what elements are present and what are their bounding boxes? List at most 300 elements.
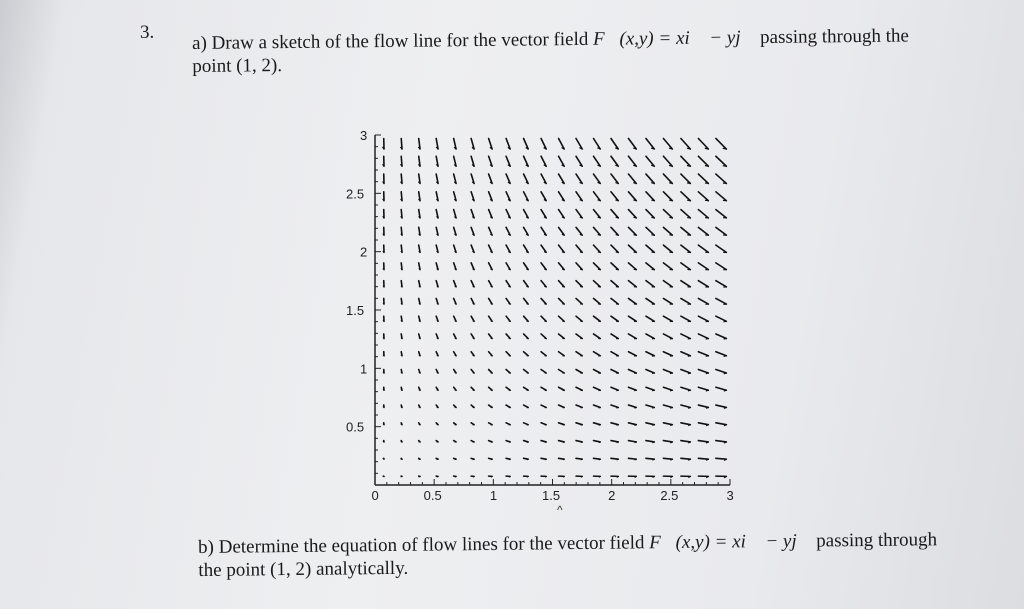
field-arrow-head xyxy=(491,476,492,477)
field-arrow xyxy=(698,192,708,201)
field-arrow-head xyxy=(580,252,582,253)
field-arrow xyxy=(646,405,654,407)
field-arrow-head xyxy=(651,183,654,184)
field-arrow xyxy=(628,263,636,270)
field-arrow-head xyxy=(617,442,619,443)
field-arrow xyxy=(628,352,636,356)
field-arrow xyxy=(646,441,654,442)
field-arrow-head xyxy=(437,320,438,321)
field-arrow xyxy=(646,192,654,201)
field-arrow-head xyxy=(651,165,654,166)
field-arrow-head xyxy=(599,459,601,460)
field-arrow-head xyxy=(437,338,438,339)
field-arrow xyxy=(559,316,565,321)
field-arrow xyxy=(524,245,529,252)
field-arrow-head xyxy=(634,407,636,408)
field-arrow-head xyxy=(455,476,456,477)
field-arrow-head xyxy=(617,476,619,477)
field-arrow xyxy=(628,281,636,287)
field-arrow xyxy=(646,458,654,459)
field-arrow-head xyxy=(419,286,420,287)
field-arrow-head xyxy=(563,459,564,460)
field-arrow xyxy=(716,227,727,235)
field-arrow-head xyxy=(419,303,420,304)
field-arrow xyxy=(594,298,601,304)
field-arrow xyxy=(611,458,618,459)
field-arrow xyxy=(663,387,672,390)
field-arrow xyxy=(646,245,654,252)
field-arrow-head xyxy=(473,338,474,339)
field-arrow-head xyxy=(401,424,402,425)
field-arrow xyxy=(698,316,708,321)
field-arrow xyxy=(681,156,690,166)
field-arrow xyxy=(489,245,493,252)
field-arrow xyxy=(576,334,582,339)
field-arrow xyxy=(576,138,582,149)
field-arrow xyxy=(698,405,708,407)
field-arrow xyxy=(646,423,654,425)
field-arrow xyxy=(594,369,601,373)
field-arrow xyxy=(594,245,601,252)
field-arrow-head xyxy=(669,200,672,201)
field-arrow xyxy=(611,192,618,201)
field-arrow xyxy=(681,352,690,356)
field-arrow xyxy=(663,405,672,407)
field-arrow-head xyxy=(419,320,420,321)
field-arrow xyxy=(611,281,618,287)
field-arrow-head xyxy=(723,166,727,167)
field-arrow-head xyxy=(401,337,402,338)
field-arrow-head xyxy=(473,269,475,270)
field-arrow xyxy=(594,138,601,149)
field-arrow xyxy=(716,352,727,356)
field-arrow-head xyxy=(401,441,402,442)
field-arrow xyxy=(559,210,565,218)
field-arrow xyxy=(663,227,672,235)
field-arrow-head xyxy=(401,372,402,373)
field-arrow-head xyxy=(706,373,709,374)
field-arrow-head xyxy=(455,269,456,270)
field-arrow xyxy=(663,138,672,149)
field-arrow xyxy=(524,192,529,201)
field-arrow xyxy=(576,192,582,201)
y-tick-label: 3 xyxy=(360,128,368,143)
field-arrow xyxy=(628,458,636,459)
field-arrow xyxy=(628,156,636,166)
field-arrow-head xyxy=(383,424,384,425)
field-arrow-head xyxy=(723,148,727,149)
field-arrow xyxy=(698,281,708,287)
field-arrow xyxy=(663,352,672,356)
field-arrow xyxy=(594,405,601,407)
field-arrow xyxy=(489,263,493,270)
field-arrow-head xyxy=(580,234,582,235)
field-arrow xyxy=(524,227,529,235)
field-arrow-head xyxy=(652,442,654,443)
field-arrow-head xyxy=(383,441,384,442)
field-arrow xyxy=(611,441,618,442)
y-tick-label: 2.5 xyxy=(346,186,365,202)
field-arrow xyxy=(698,227,708,235)
field-arrow xyxy=(576,369,582,373)
field-arrow-head xyxy=(634,235,637,236)
field-arrow xyxy=(646,263,654,270)
field-arrow-head xyxy=(616,407,618,408)
field-arrow xyxy=(559,174,565,183)
field-arrow xyxy=(681,298,690,304)
field-arrow xyxy=(594,174,601,183)
field-arrow-head xyxy=(544,269,546,270)
vector-field-plot xyxy=(330,120,750,510)
field-arrow-head xyxy=(705,183,708,184)
field-arrow xyxy=(646,352,654,356)
field-arrow-head xyxy=(509,476,510,477)
field-arrow xyxy=(541,227,546,235)
field-arrow-head xyxy=(563,442,564,443)
field-arrow xyxy=(541,174,546,183)
field-arrow-head xyxy=(652,425,654,426)
field-arrow xyxy=(559,298,565,304)
field-arrow xyxy=(559,245,565,252)
field-arrow xyxy=(628,441,636,442)
field-arrow xyxy=(681,174,690,183)
field-arrow-head xyxy=(383,355,384,356)
field-arrow-head xyxy=(491,321,492,322)
field-arrow-head xyxy=(706,356,709,357)
field-arrow xyxy=(698,423,708,425)
cursor-caret: ^ xyxy=(557,503,563,517)
field-arrow xyxy=(611,263,618,270)
part-b-text-after: passing through the point (1, 2) analytically. xyxy=(198,529,938,581)
field-arrow-head xyxy=(527,476,528,477)
part-a-text-after: passing through the point (1, 2). xyxy=(192,25,910,77)
field-arrow xyxy=(681,192,690,201)
field-arrow xyxy=(628,192,636,201)
field-arrow xyxy=(646,281,654,287)
field-arrow-head xyxy=(455,338,456,339)
field-arrow xyxy=(716,316,727,321)
field-arrow xyxy=(506,227,510,235)
field-arrow xyxy=(489,281,493,287)
field-arrow xyxy=(716,298,727,304)
field-arrow xyxy=(716,423,727,425)
part-a-text-before: a) Draw a sketch of the flow line for the vector field xyxy=(192,28,594,54)
field-arrow xyxy=(716,174,727,183)
field-arrow xyxy=(681,423,690,425)
field-arrow xyxy=(524,210,529,218)
field-arrow xyxy=(716,334,727,339)
field-arrow xyxy=(541,263,546,270)
field-arrow xyxy=(698,441,708,442)
field-arrow-head xyxy=(634,425,636,426)
field-arrow xyxy=(681,227,690,235)
field-arrow-head xyxy=(580,269,582,270)
field-arrow xyxy=(594,334,601,339)
field-arrow xyxy=(681,458,690,459)
field-arrow xyxy=(576,352,582,356)
field-arrow xyxy=(663,174,672,183)
field-arrow xyxy=(611,298,618,304)
field-arrow-head xyxy=(473,476,474,477)
field-arrow xyxy=(628,423,636,425)
field-arrow xyxy=(663,334,672,339)
x-tick-label: 2.5 xyxy=(660,488,679,503)
field-arrow xyxy=(716,192,727,201)
field-arrow xyxy=(541,298,546,304)
field-arrow-head xyxy=(491,286,493,287)
y-tick-label: 1.5 xyxy=(346,303,365,318)
field-arrow xyxy=(716,156,727,166)
field-arrow-head xyxy=(383,389,384,390)
field-arrow xyxy=(681,387,690,390)
field-arrow xyxy=(663,210,672,218)
field-arrow-head xyxy=(545,476,546,477)
field-arrow xyxy=(663,245,672,252)
field-arrow xyxy=(594,227,601,235)
field-arrow-head xyxy=(383,372,384,373)
field-arrow-head xyxy=(401,303,402,304)
field-arrow xyxy=(506,210,510,218)
field-arrow-head xyxy=(651,217,654,218)
field-arrow-head xyxy=(580,217,582,218)
field-arrow xyxy=(559,263,565,270)
field-arrow xyxy=(611,334,618,339)
field-arrow xyxy=(576,298,582,304)
field-arrow xyxy=(698,387,708,390)
field-arrow-head xyxy=(508,286,510,287)
field-arrow xyxy=(628,227,636,235)
field-arrow xyxy=(681,281,690,287)
field-arrow xyxy=(716,387,727,390)
field-arrow-head xyxy=(383,268,384,269)
part-b-text-before: b) Determine the equation of flow lines for the vector field xyxy=(198,532,650,558)
field-arrow xyxy=(611,387,618,390)
field-arrow xyxy=(628,316,636,321)
x-tick-label: 0.5 xyxy=(423,488,442,503)
field-arrow-head xyxy=(598,252,600,253)
field-arrow-head xyxy=(437,372,438,373)
field-arrow xyxy=(646,369,654,373)
field-arrow xyxy=(716,245,727,252)
field-arrow xyxy=(681,210,690,218)
field-arrow-head xyxy=(617,459,619,460)
field-arrow xyxy=(663,263,672,270)
field-arrow xyxy=(559,334,565,339)
field-arrow-head xyxy=(473,321,474,322)
field-arrow-head xyxy=(563,476,564,477)
field-arrow xyxy=(681,245,690,252)
field-arrow xyxy=(646,138,654,149)
field-arrow-head xyxy=(599,425,601,426)
field-arrow-head xyxy=(401,355,402,356)
field-arrow-head xyxy=(633,200,636,201)
field-arrow xyxy=(559,156,565,166)
field-arrow xyxy=(628,334,636,339)
field-arrow xyxy=(576,156,582,166)
field-arrow xyxy=(594,352,601,356)
field-arrow xyxy=(716,281,727,287)
field-arrow xyxy=(541,210,546,218)
field-arrow xyxy=(716,210,727,218)
field-arrow-head xyxy=(687,166,690,167)
field-arrow xyxy=(559,281,565,287)
field-arrow-head xyxy=(527,459,528,460)
field-arrow-head xyxy=(437,355,438,356)
field-arrow xyxy=(506,281,510,287)
field-arrow-head xyxy=(724,356,727,357)
field-arrow-head xyxy=(490,269,492,270)
field-arrow-head xyxy=(437,303,438,304)
field-arrow xyxy=(541,156,546,166)
field-arrow-head xyxy=(616,217,619,218)
field-arrow xyxy=(559,192,565,201)
field-arrow-head xyxy=(455,286,456,287)
x-tick-label: 1 xyxy=(489,488,498,503)
field-arrow xyxy=(698,334,708,339)
field-arrow-head xyxy=(509,303,511,304)
field-arrow-head xyxy=(455,372,456,373)
x-tick-label: 3 xyxy=(726,488,734,503)
field-arrow xyxy=(698,138,708,149)
y-tick-label: 2 xyxy=(360,244,368,260)
field-arrow-head xyxy=(508,251,510,252)
field-arrow xyxy=(681,369,690,373)
field-arrow xyxy=(611,174,618,183)
field-arrow-head xyxy=(581,459,582,460)
field-arrow xyxy=(698,245,708,252)
field-arrow xyxy=(663,369,672,373)
field-arrow-head xyxy=(652,407,654,408)
field-arrow-head xyxy=(419,389,420,390)
field-arrow xyxy=(663,441,672,442)
field-arrow xyxy=(646,227,654,235)
field-arrow xyxy=(611,369,618,373)
field-arrow xyxy=(716,405,727,407)
field-arrow xyxy=(663,458,672,459)
question-part-b xyxy=(198,528,958,582)
field-arrow-head xyxy=(706,390,708,391)
field-arrow-head xyxy=(455,355,456,356)
field-arrow-head xyxy=(670,407,672,408)
field-arrow xyxy=(559,227,565,235)
field-arrow xyxy=(628,174,636,183)
field-arrow xyxy=(716,369,727,373)
field-arrow xyxy=(576,316,582,321)
field-arrow-head xyxy=(544,234,546,235)
field-arrow xyxy=(681,316,690,321)
field-arrow xyxy=(628,210,636,218)
field-arrow-head xyxy=(383,320,384,321)
field-arrow-head xyxy=(688,390,690,391)
field-arrow-head xyxy=(401,320,402,321)
field-arrow-head xyxy=(670,373,672,374)
field-arrow-head xyxy=(670,425,672,426)
field-arrow xyxy=(541,281,546,287)
x-tick-label: 0 xyxy=(371,488,379,503)
field-arrow-head xyxy=(633,183,636,184)
field-arrow-head xyxy=(473,286,474,287)
field-arrow-head xyxy=(598,217,601,218)
field-arrow xyxy=(628,369,636,373)
field-arrow-head xyxy=(455,321,456,322)
field-arrow-head xyxy=(473,303,474,304)
field-arrow-head xyxy=(706,407,708,408)
field-arrow-head xyxy=(598,234,600,235)
field-arrow-head xyxy=(598,200,601,201)
field-arrow-head xyxy=(437,286,438,287)
field-arrow xyxy=(506,263,510,270)
field-arrow xyxy=(594,316,601,321)
field-arrow xyxy=(646,210,654,218)
field-arrow xyxy=(646,387,654,390)
field-arrow-head xyxy=(544,286,546,287)
field-arrow xyxy=(611,210,618,218)
field-arrow xyxy=(611,423,618,425)
vector-field-svg xyxy=(330,120,750,505)
field-arrow-head xyxy=(401,286,402,287)
field-arrow xyxy=(698,174,708,183)
field-arrow xyxy=(524,174,529,183)
field-arrow xyxy=(611,156,618,166)
field-arrow xyxy=(628,387,636,390)
field-arrow-head xyxy=(652,390,654,391)
field-arrow-head xyxy=(651,200,654,201)
field-arrow xyxy=(594,387,601,390)
field-arrow-head xyxy=(687,200,690,201)
field-arrow xyxy=(541,192,546,201)
y-tick-label: 1 xyxy=(360,361,368,377)
x-tick-label: 1.5 xyxy=(542,488,561,503)
field-arrow xyxy=(663,423,672,425)
field-arrow xyxy=(663,298,672,304)
field-arrow xyxy=(611,138,618,149)
field-arrow xyxy=(698,458,708,459)
field-arrow xyxy=(611,352,618,356)
field-arrow-head xyxy=(705,148,709,149)
field-arrow xyxy=(698,352,708,356)
field-arrow-head xyxy=(635,459,637,460)
field-arrow xyxy=(576,210,582,218)
field-arrow xyxy=(576,263,582,270)
field-arrow xyxy=(698,156,708,166)
field-arrow-head xyxy=(401,389,402,390)
y-tick-label: 0.5 xyxy=(346,419,365,435)
field-arrow xyxy=(716,138,727,149)
part-b-vector-field: F⃗(x,y) = xi⃗ − yj⃗ xyxy=(649,530,812,554)
field-arrow-head xyxy=(526,286,528,287)
field-arrow-head xyxy=(491,459,492,460)
field-arrow-head xyxy=(437,476,438,477)
field-arrow-head xyxy=(526,252,528,253)
field-arrow xyxy=(663,281,672,287)
field-arrow-head xyxy=(634,442,636,443)
field-arrow xyxy=(594,263,601,270)
field-arrow xyxy=(698,298,708,304)
field-arrow-head xyxy=(724,390,727,391)
field-arrow-head xyxy=(545,442,546,443)
field-arrow xyxy=(716,458,727,459)
field-arrow xyxy=(594,210,601,218)
field-arrow xyxy=(524,298,529,304)
part-a-vector-field: F⃗(x,y) = xi⃗ − yj⃗ xyxy=(592,27,756,50)
field-arrow-head xyxy=(509,459,510,460)
field-arrow xyxy=(628,405,636,407)
field-arrow xyxy=(594,281,601,287)
field-arrow xyxy=(681,263,690,270)
field-arrow xyxy=(611,405,618,407)
field-arrow-head xyxy=(419,476,420,477)
field-arrow-head xyxy=(599,476,600,477)
